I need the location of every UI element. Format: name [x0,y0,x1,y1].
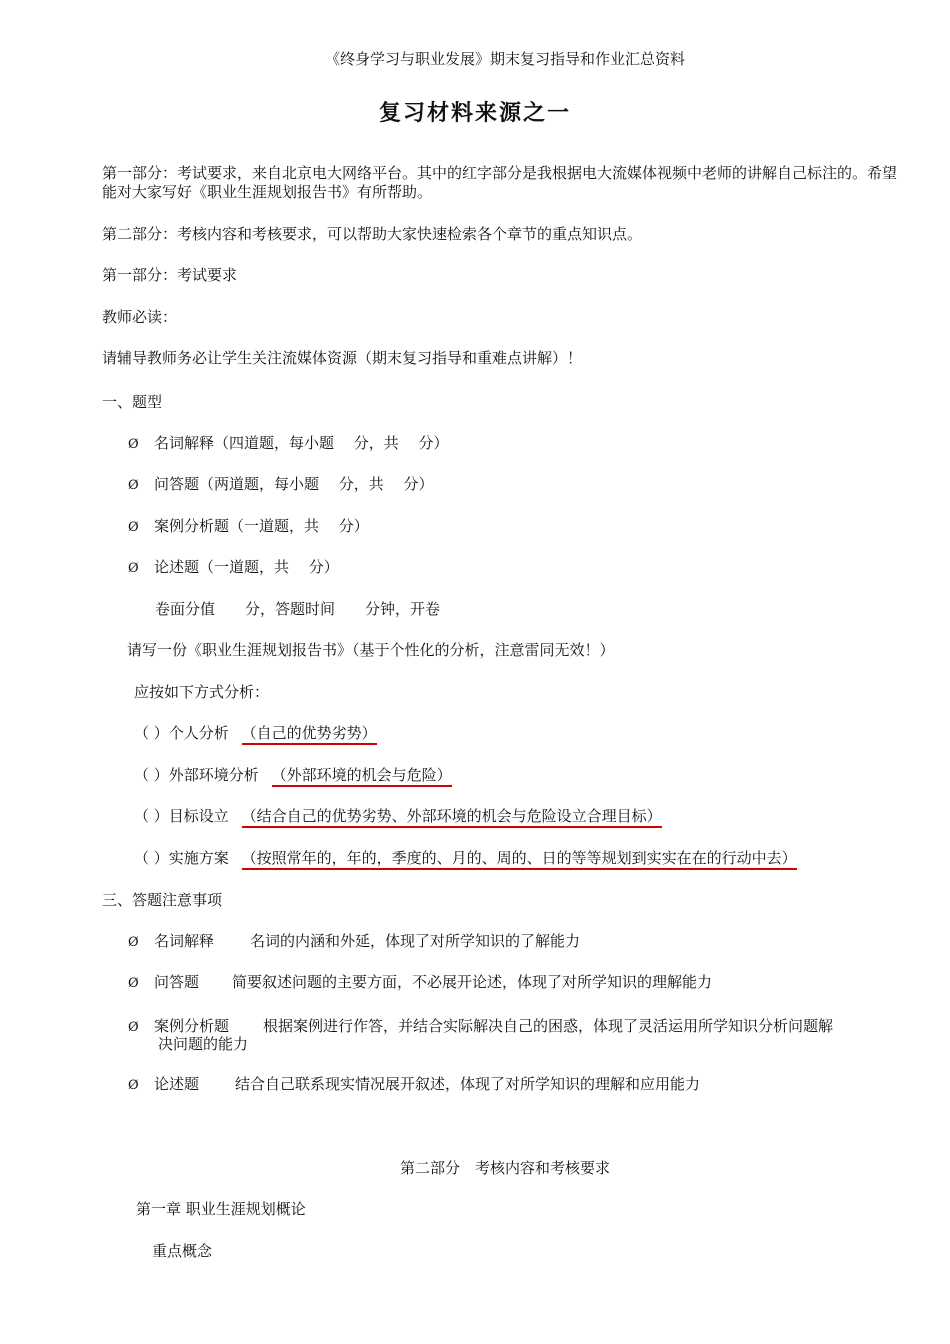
document-header-title: 《终身学习与职业发展》期末复习指导和作业汇总资料 [324,50,685,68]
chapter-heading: 第一章 职业生涯规划概论 [136,1200,306,1218]
list-item: Ø 名词解释 名词的内涵和外延，体现了对所学知识的了解能力 [128,932,581,950]
bullet-icon: Ø [128,1020,139,1035]
score-line: 卷面分值 分，答题时间 分钟，开卷 [155,600,441,618]
red-annotation: （按照常年的，年的，季度的、月的、周的、日的等等规划到实实在在的行动中去） [242,849,797,870]
report-instruction: 请写一份《职业生涯规划报告书》（基于个性化的分析，注意雷同无效！） [127,641,615,659]
part2-heading: 第二部分 考核内容和考核要求 [399,1159,610,1177]
list-item: Ø 论述题 结合自己联系现实情况展开叙述，体现了对所学知识的理解和应用能力 [128,1075,701,1093]
section-question-types-heading: 一、题型 [102,393,163,411]
bullet-icon: Ø [128,437,139,452]
list-item: Ø 问答题（两道题，每小题 分，共 分） [128,475,434,493]
analysis-item-plan: （ ）实施方案 （按照常年的，年的，季度的、月的、周的、日的等等规划到实实在在的行动中去） [134,847,797,868]
analysis-item-personal: （ ）个人分析 （自己的优势劣势） [134,722,377,743]
part1-heading: 第一部分：考试要求 [102,266,238,284]
main-title: 复习材料来源之一 [378,101,571,126]
bullet-icon: Ø [128,478,139,493]
intro-paragraph-1: 第一部分：考试要求，来自北京电大网络平台。其中的红字部分是我根据电大流媒体视频中老师的讲解自己标注的。希望能对大家写好《职业生涯规划报告书》有所帮助。 [102,164,898,201]
list-item: Ø 案例分析题 根据案例进行作答，并结合实际解决自己的困惑，体现了灵活运用所学知识分析问题解 [128,1017,834,1035]
list-item: Ø 问答题 简要叙述问题的主要方面，不必展开论述，体现了对所学知识的理解能力 [128,973,713,991]
analysis-item-goal: （ ）目标设立 （结合自己的优势劣势、外部环境的机会与危险设立合理目标） [134,805,662,826]
bullet-icon: Ø [128,520,139,535]
intro-paragraph-2: 第二部分：考核内容和考核要求，可以帮助大家快速检索各个章节的重点知识点。 [102,225,643,243]
teacher-note: 请辅导教师务必让学生关注流媒体资源（期末复习指导和重难点讲解）！ [102,349,583,367]
teacher-note-heading: 教师必读： [102,308,178,326]
section-answer-notes-heading: 三、答题注意事项 [102,891,223,909]
bullet-icon: Ø [128,935,139,950]
list-item: Ø 名词解释（四道题，每小题 分，共 分） [128,434,449,452]
method-line: 应按如下方式分析： [134,683,270,701]
list-item: Ø 论述题（一道题，共 分） [128,558,339,576]
red-annotation: （结合自己的优势劣势、外部环境的机会与危险设立合理目标） [242,807,662,828]
bullet-icon: Ø [128,1078,139,1093]
list-item: Ø 案例分析题（一道题，共 分） [128,517,369,535]
bullet-icon: Ø [128,976,139,991]
red-annotation: （外部环境的机会与危险） [272,766,452,787]
subheading-key-concepts: 重点概念 [152,1242,213,1260]
red-annotation: （自己的优势劣势） [242,724,377,745]
analysis-item-environment: （ ）外部环境分析 （外部环境的机会与危险） [134,764,452,785]
bullet-icon: Ø [128,561,139,576]
list-item-continuation: 决问题的能力 [158,1035,249,1053]
